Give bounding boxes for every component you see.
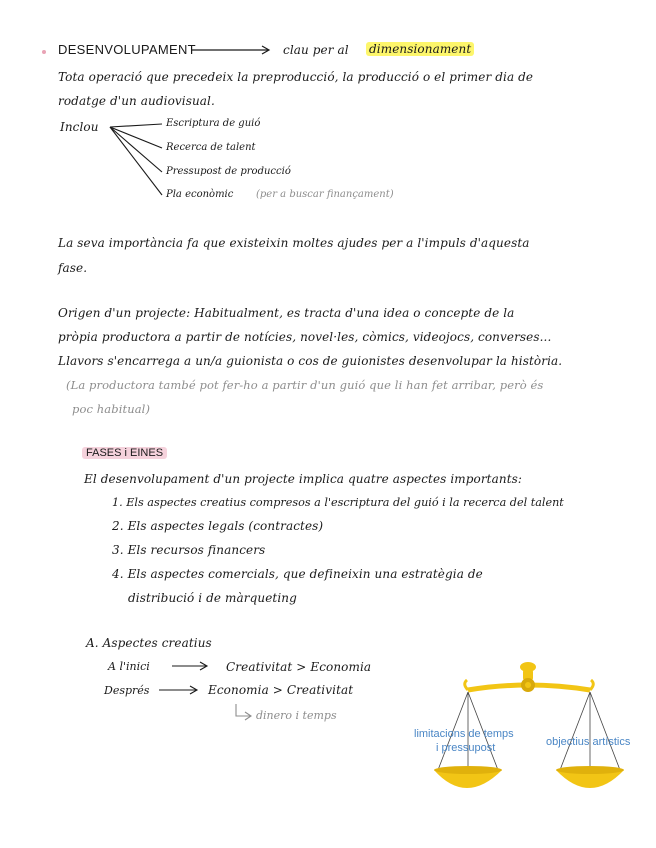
- origin-line-1: Origen d'un projecte: Habitualment, es tracta d'una idea o concepte de la: [58, 306, 515, 320]
- key-highlight: dimensionament: [366, 42, 474, 56]
- aspect-item-4: 4. Els aspectes comercials, que defineixin una estratègia de: [112, 567, 483, 581]
- section-title-desenvolupament: DESENVOLUPAMENT: [58, 42, 196, 57]
- importance-line-2: fase.: [58, 261, 88, 275]
- origin-line-2: pròpia productora a partir de notícies, novel·les, còmics, videojocs, converses...: [58, 330, 552, 344]
- includes-item-4: Pla econòmic: [166, 189, 234, 200]
- includes-item-1: Escriptura de guió: [166, 118, 261, 129]
- row2-value: Economia > Creativitat: [208, 683, 354, 697]
- section-title-fases: FASES i EINES: [82, 447, 167, 459]
- key-prefix: clau per al: [283, 43, 349, 57]
- row1-value: Creativitat > Economia: [226, 660, 372, 674]
- origin-line-3: Llavors s'encarrega a un/a guionista o cos de guionistes desenvolupar la història.: [58, 354, 563, 368]
- pla-note: (per a buscar finançament): [256, 189, 394, 200]
- money-time-note: dinero i temps: [256, 709, 337, 722]
- aspect-item-1: 1. Els aspectes creatius compresos a l'escriptura del guió i la recerca del talent: [112, 496, 564, 509]
- row2-label: Després: [104, 684, 150, 697]
- definition-line-1: Tota operació que precedeix la preproducció, la producció o el primer dia de: [58, 70, 534, 84]
- origin-note-line-2: poc habitual): [72, 402, 151, 416]
- includes-label: Inclou: [60, 120, 99, 134]
- aspect-item-2: 2. Els aspectes legals (contractes): [112, 519, 324, 533]
- scale-right-label: objectius artístics: [546, 736, 631, 748]
- scale-left-label-1: limitacions de temps: [414, 728, 514, 740]
- definition-line-2: rodatge d'un audiovisual.: [58, 94, 215, 108]
- aspect-item-3: 3. Els recursos financers: [112, 543, 266, 557]
- includes-item-2: Recerca de talent: [166, 142, 256, 153]
- includes-item-3: Pressupost de producció: [166, 166, 291, 177]
- origin-note-line-1: (La productora també pot fer-ho a partir d'un guió que li han fet arribar, però és: [66, 378, 544, 392]
- section-title-aspectes-creatius: A. Aspectes creatius: [86, 636, 212, 650]
- aspects-intro: El desenvolupament d'un projecte implica quatre aspectes importants:: [84, 472, 523, 486]
- importance-line-1: La seva importància fa que existeixin moltes ajudes per a l'impuls d'aquesta: [58, 236, 530, 250]
- row1-label: A l'inici: [108, 660, 150, 673]
- aspect-item-4-continued: distribució i de màrqueting: [128, 591, 297, 605]
- scale-left-label-2: i pressupost: [436, 742, 496, 754]
